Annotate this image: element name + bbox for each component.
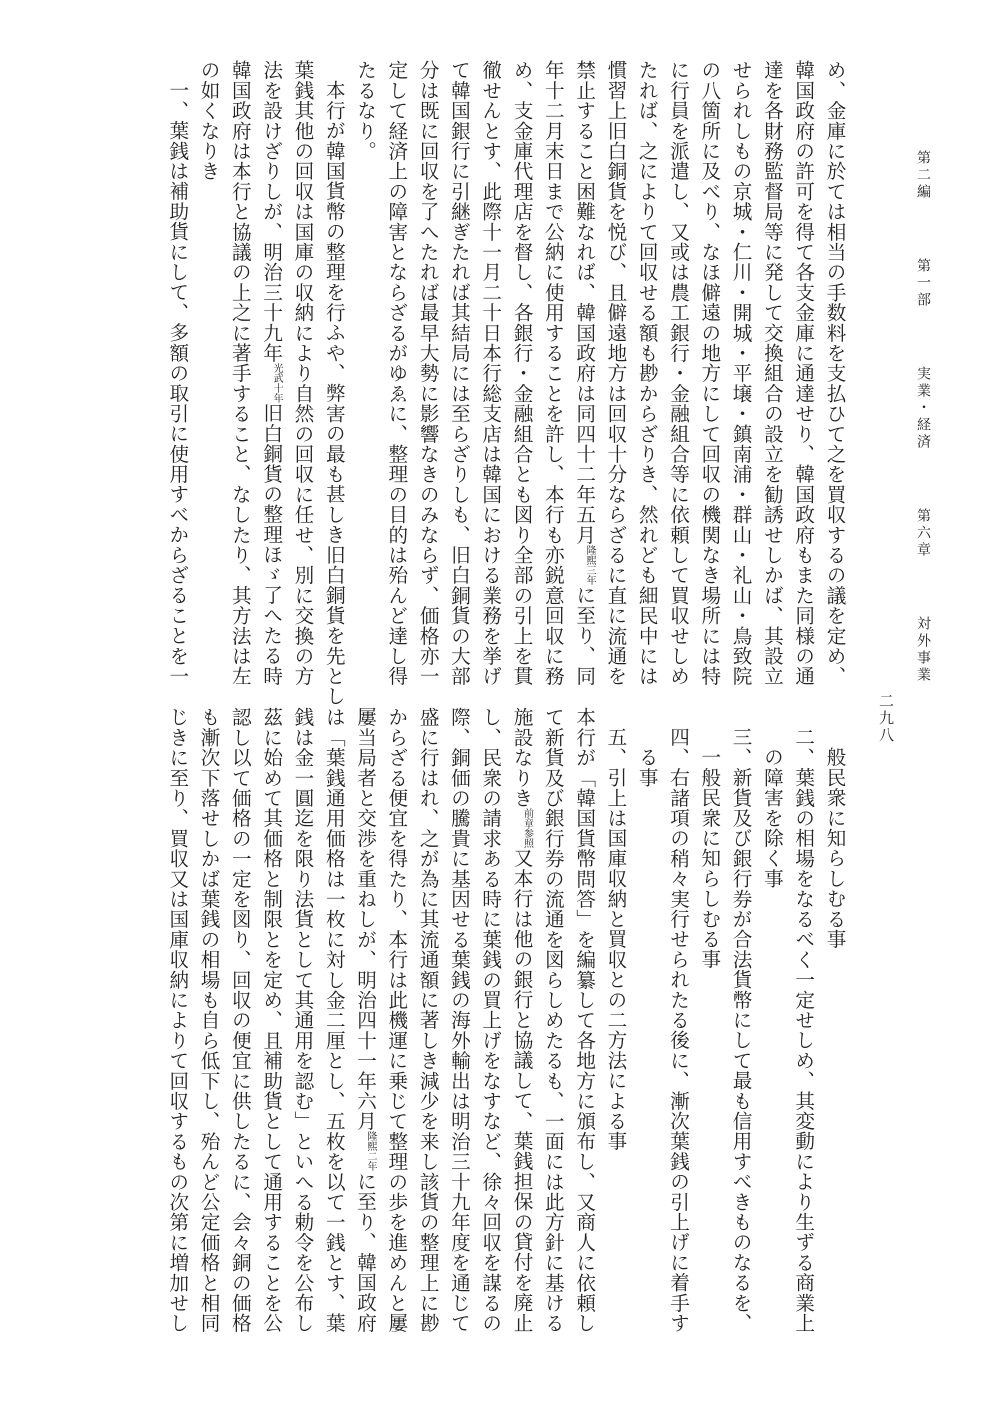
era-note: 隆熙三年 (584, 544, 596, 585)
running-head-part: 第二編 (915, 150, 931, 201)
list-item-continuation: 一般民衆に知らしむる事 (697, 747, 721, 970)
text-segment: 旧白銅貨の整理ほゞ了へたる時 (259, 403, 283, 686)
text-line: たれば、之によりて回収せる額も尠からざりき、然れども細民中には (635, 60, 659, 687)
text-segment: に至り、韓国政府 (353, 1171, 377, 1333)
text-line (506, 707, 537, 1357)
text-line (349, 707, 380, 1357)
text-line (568, 60, 599, 686)
reference-note: 前章参照 (521, 808, 533, 848)
text-line: も漸次下落せしかば葉銭の相場も自ら低下し、殆んど公定価格と相同 (197, 707, 221, 1334)
text-line: め、支金庫代理店を督し、各銀行・金融組合とも図り全部の引上を貫 (510, 60, 534, 687)
text-line: て韓国銀行に引継ぎたれば其結局には至らざりしも、旧白銅貨の大部 (447, 60, 471, 687)
text-line: 韓国政府は本行と協議の上之に著手すること、なしたり、其方法は左 (228, 60, 252, 687)
text-segment: 禁止すること困難なれば、韓国政府は同四十二年五月 (572, 60, 596, 545)
list-item: 五、引上は国庫収納と買収との二方法による事 (603, 726, 627, 1151)
text-line: 分は既に回収を了へたれば最早大勢に影響なきのみならず、価格亦一 (416, 60, 440, 687)
list-item: 四、右諸項の稍々実行せられたる後に、漸次葉銭の引上げに着手す (666, 726, 690, 1333)
era-note: 隆熙二年 (365, 1131, 377, 1172)
text-line: め、金庫に於ては相当の手数料を支払ひて之を買収するの議を定め、 (823, 60, 846, 687)
text-line: て新貨及び銀行券の流通を図らしめたるも、一面には此方針に基ける (541, 707, 565, 1334)
text-line: に行員を派遣し、又或は農工銀行・金融組合等に依頼して買収せしめ (666, 60, 690, 687)
running-head-topic: 実業・経済 (915, 365, 931, 451)
running-head-section: 第一部 (915, 257, 931, 309)
text-line: し、民衆の請求ある時に葉銭の買上げをなすなど、徐々回収を謀るの (478, 707, 502, 1334)
text-line: 本行が韓国貨幣の整理を行ふや、弊害の最も甚しき旧白銅貨を先とし (322, 79, 346, 706)
list-item-continuation: る事 (635, 747, 659, 788)
text-line: 年十二月末日まで公納に使用することを許し、本行も亦鋭意回収に務 (541, 60, 565, 687)
text-line: せられしもの京城・仁川・開城・平壌・鎮南浦・群山・礼山・鳥致院 (729, 60, 753, 687)
text-line: 銭は金一圓迄を限り法貨として其通用を認む」といへる勅令を公布し (290, 707, 314, 1334)
text-segment: に至り、同 (572, 584, 596, 686)
text-line: 際、銅価の騰貴に基因せる葉銭の海外輸出は明治三十九年度を通じて (447, 707, 471, 1334)
text-line: は「葉銭通用価格は一枚に対し金二厘とし、五枚を以て一銭とす、葉 (322, 707, 346, 1334)
page-number: 二九八 (877, 693, 895, 744)
text-segment: 施設なりき (510, 707, 534, 808)
text-line: 韓国政府の許可を得て各支金庫に通達せり、韓国政府もまた同様の通 (791, 60, 815, 687)
running-head-chapter-title: 対外事業 (915, 615, 931, 684)
text-line: 認し以て価格の一定を図り、回収の便宜に供したるに、会々銅の価格 (228, 707, 252, 1334)
text-line: 達を各財務監督局等に発して交換組合の設立を勧誘せしかば、其設立 (760, 60, 784, 687)
text-line: の八箇所に及べり、なほ僻遠の地方にして回収の機関なき場所には特 (697, 60, 721, 687)
list-item-continuation: の障害を除く事 (760, 747, 784, 889)
text-segment: 又本行は他の銀行と協議して、葉銭担保の貸付を廃止 (510, 848, 534, 1333)
list-item: 一、葉銭は補助貨にして、多額の取引に使用すべからざることを一 (165, 79, 189, 686)
text-segment: 屢当局者と交渉を重ねしが、明治四十一年六月 (353, 707, 377, 1132)
text-line: 盛に行はれ、之が為に其流通額に著しき減少を来し該貨の整理上に尠 (416, 707, 440, 1334)
text-line: 徹せんとす、此際十一月二十日本行総支店は韓国における業務を挙げ (478, 60, 502, 687)
list-item: 三、新貨及び銀行券が合法貨幣にして最も信用すべきものなるを、 (729, 726, 753, 1333)
list-item-continuation: 般民衆に知らしむる事 (823, 747, 846, 949)
text-line: 茲に始めて其価格と制限とを定め、且補助貨として通用することを公 (259, 707, 283, 1334)
era-note: 光武十年 (271, 363, 283, 403)
text-line (255, 60, 286, 686)
text-line: 本行が「韓国貨幣問答」を編纂して各地方に頒布し、又商人に依頼し (572, 707, 596, 1334)
text-line: 慣習上旧白銅貨を悦び、且僻遠地方は回収十分ならざるに直に流通を (603, 60, 627, 687)
text-line: 定して経済上の障害とならざるがゆゑに、整理の目的は殆んど達し得 (384, 60, 408, 687)
text-segment: 法を設けざりしが、明治三十九年 (259, 60, 283, 363)
text-line: たるなり。 (353, 60, 377, 161)
text-line: じきに至り、買収又は国庫収納によりて回収するもの次第に増加せし (165, 707, 189, 1334)
lower-text-block (161, 707, 850, 1357)
text-line: 葉銭其他の回収は国庫の収納により自然の回収に任せ、別に交換の方 (290, 60, 314, 687)
list-item: 二、葉銭の相場をなるべく一定せしめ、其変動により生ずる商業上 (791, 726, 815, 1333)
running-head-chapter: 第六章 (915, 507, 931, 559)
text-line: の如くなりき (197, 60, 221, 182)
upper-text-block (161, 60, 850, 706)
text-line: からざる便宜を得たり、本行は此機運に乗じて整理の歩を進めんと屢 (384, 707, 408, 1334)
running-head (916, 150, 930, 694)
